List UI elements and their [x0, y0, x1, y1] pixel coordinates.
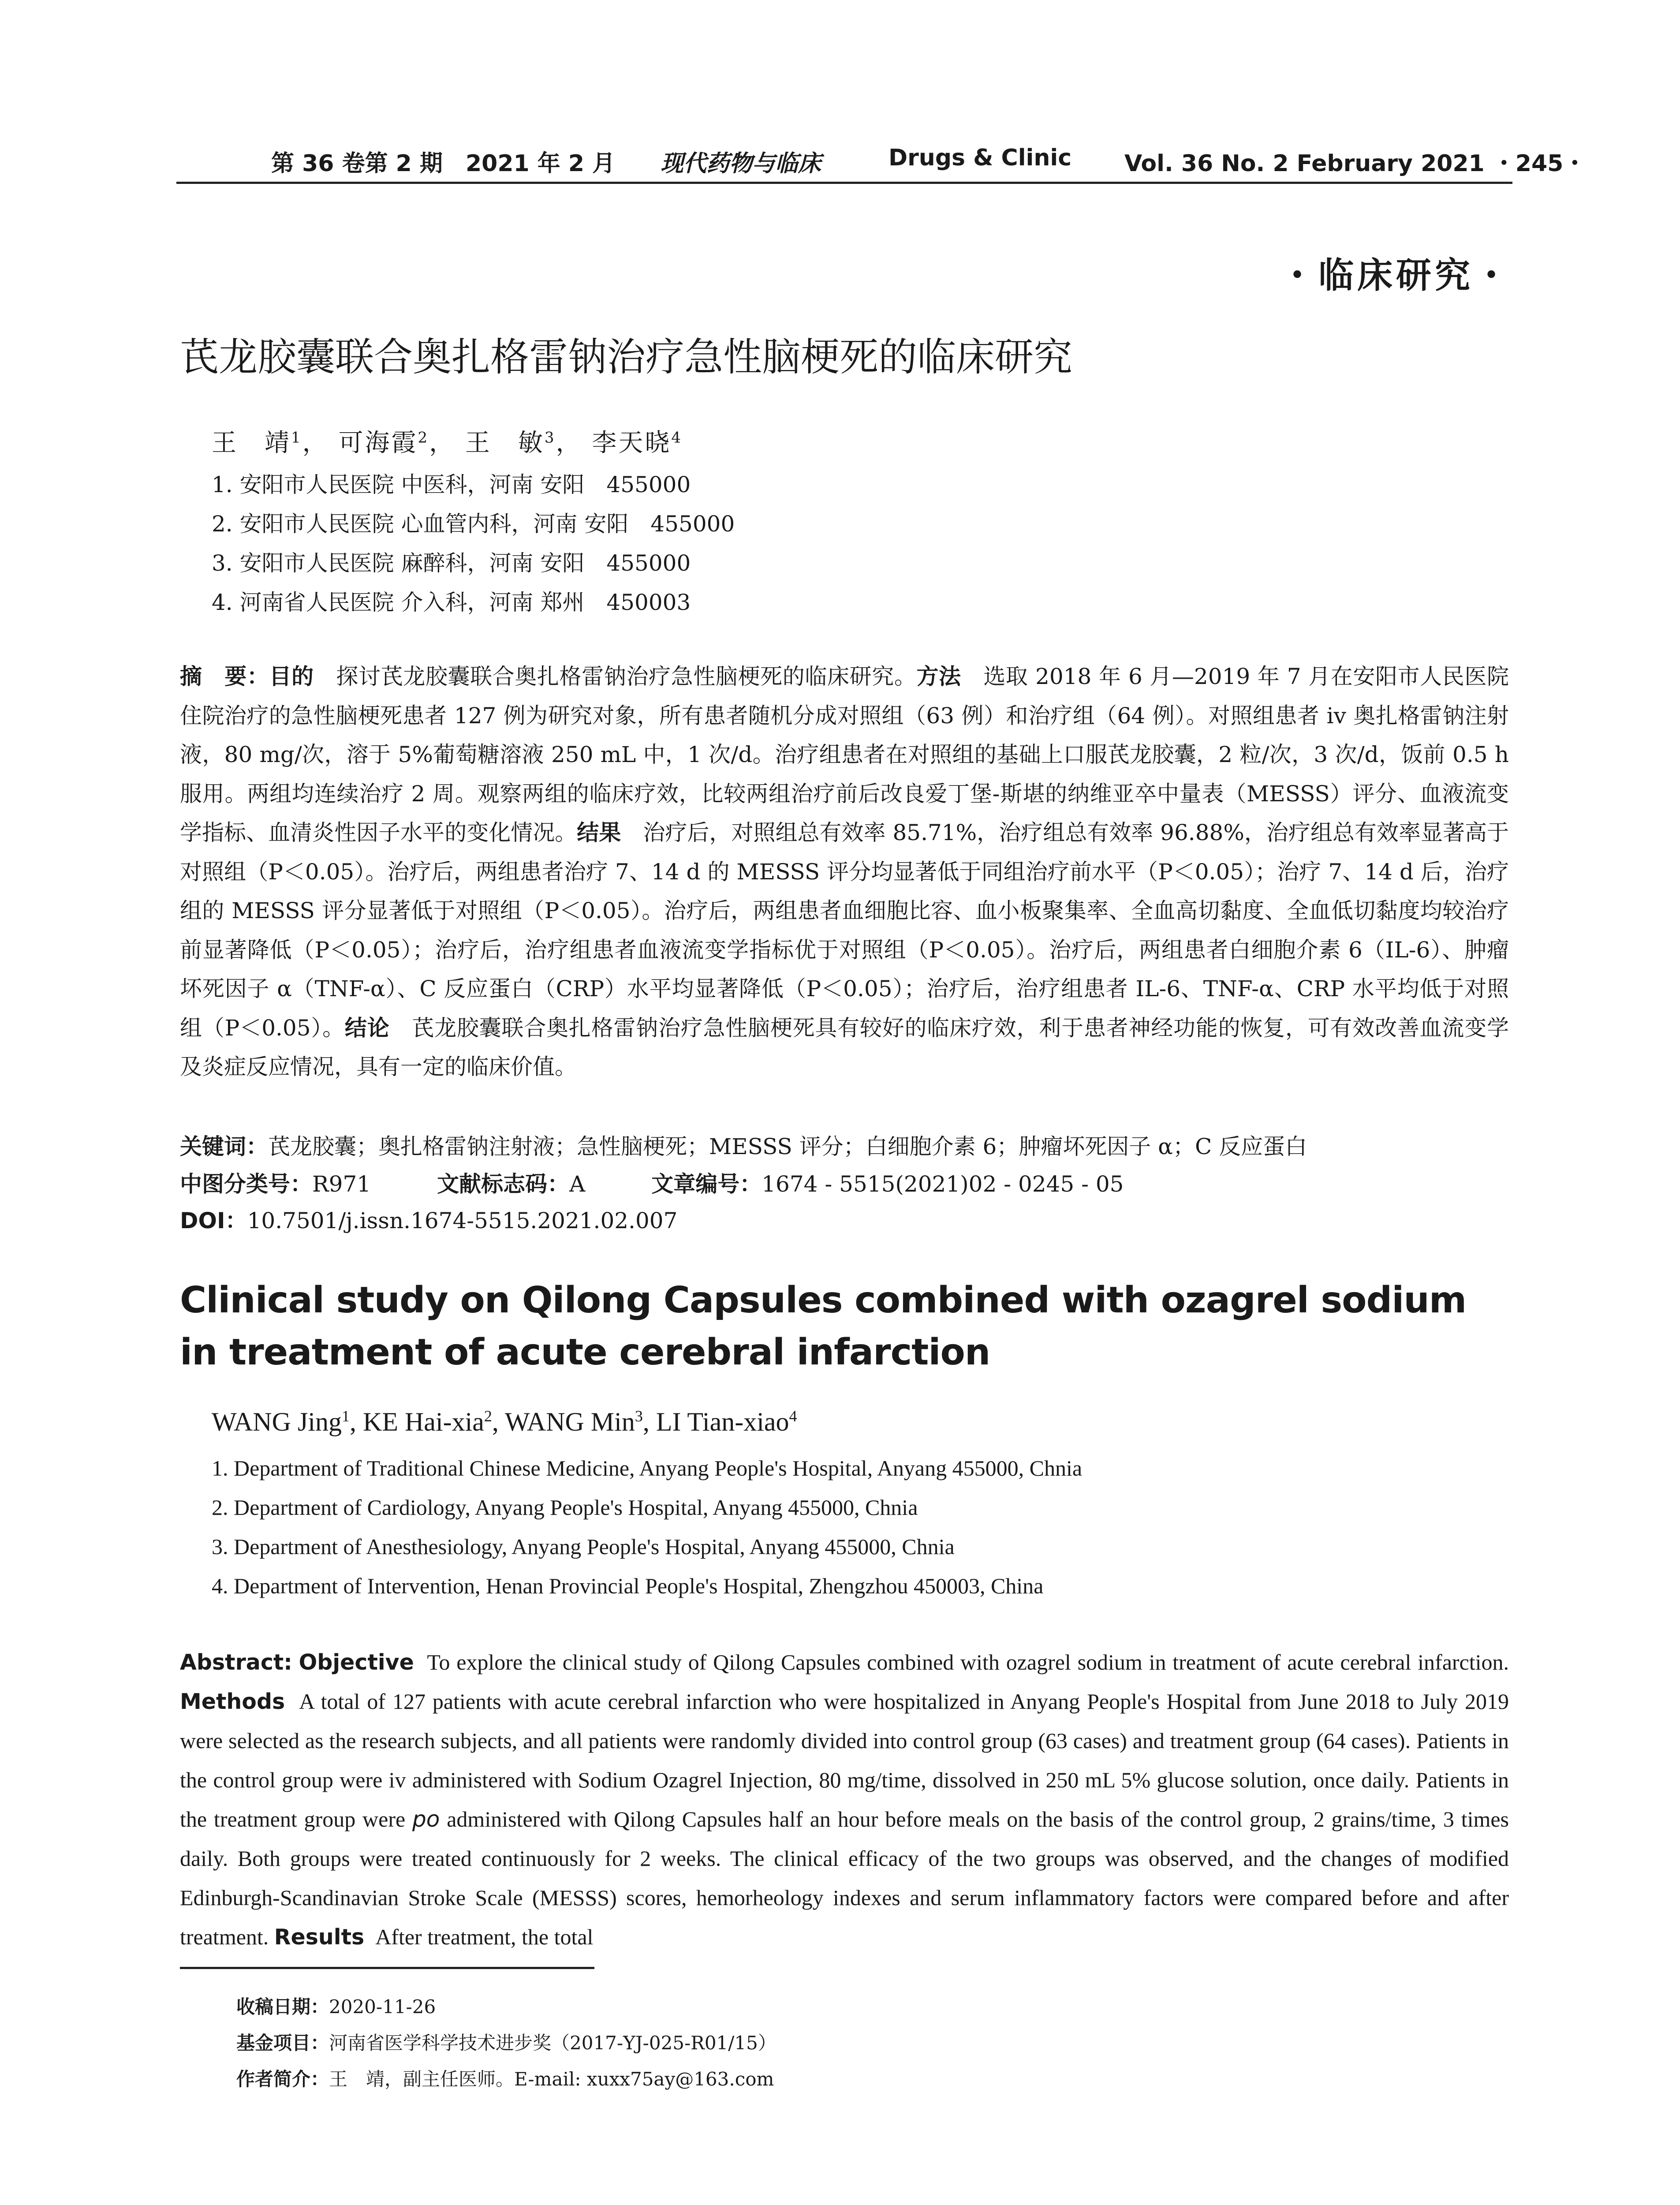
- issue-en: Vol. 36 No. 2 February 2021 ・245・: [1124, 150, 1587, 177]
- running-header: [176, 138, 1587, 184]
- cn-keywords: [180, 1129, 1307, 1161]
- en-author-aff: 1: [342, 1407, 350, 1425]
- cn-affiliation: 3. 安阳市人民医院 麻醉科，河南 安阳 455000: [212, 550, 691, 576]
- doc-code-label: 文献标志码：: [437, 1171, 570, 1197]
- cn-methods-label: 方法: [916, 664, 961, 689]
- en-affiliation: 4. Department of Intervention, Henan Provincial People's Hospital, Zhengzhou 450003, China: [212, 1573, 1044, 1598]
- received-date: 2020-11-26: [329, 1996, 436, 2018]
- en-author: WANG Jing: [212, 1407, 342, 1436]
- en-author: KE Hai-xia: [363, 1407, 484, 1436]
- cn-author: 可海霞: [338, 429, 418, 457]
- doi-value: 10.7501/j.issn.1674-5515.2021.02.007: [247, 1208, 678, 1233]
- cn-affiliation: 4. 河南省人民医院 介入科，河南 郑州 450003: [212, 590, 691, 615]
- fund-label: 基金项目：: [236, 2032, 329, 2054]
- footnote-author: [236, 2061, 777, 2097]
- cn-affiliation: 2. 安阳市人民医院 心血管内科，河南 安阳 455000: [212, 511, 735, 537]
- en-affiliation: 1. Department of Traditional Chinese Medicine, Anyang People's Hospital, Anyang 455000, Chnia: [212, 1456, 1083, 1480]
- fund-value: 河南省医学科学技术进步奖（2017-YJ-025-R01/15）: [329, 2032, 777, 2054]
- en-author-aff: 4: [789, 1407, 797, 1425]
- en-objective: To explore the clinical study of Qilong Capsules combined with ozagrel sodium in treatment of acute cerebral infarction.: [427, 1650, 1509, 1674]
- cn-author: 王 靖: [212, 429, 291, 457]
- author-intro-value: 王 靖，副主任医师。E-mail: xuxx75ay@163.com: [329, 2068, 774, 2090]
- cn-doi: [180, 1203, 677, 1235]
- author-intro-label: 作者简介：: [236, 2068, 329, 2090]
- cn-author: 王 敏: [465, 429, 545, 457]
- cn-author-aff: 3: [544, 429, 556, 447]
- cn-objective-label: 目的: [269, 664, 314, 689]
- cn-author: 李天晓: [592, 429, 672, 457]
- en-author: LI Tian-xiao: [656, 1407, 789, 1436]
- en-methods: A total of 127 patients with acute cerebral infarction who were hospitalized in Anyang People's Hospital from June 2018 to July 2019 were selected as the research subjects, and all patients were randomly divided into control group (63 cases) and treatment group (64 cases). Patients in the control group were iv administered with Sodium Ozagrel Injection, 80 mg/time, dissolved in 250 mL 5% glucose solution, once daily. Patients in the treatment group were: [180, 1689, 1509, 1831]
- en-methods-po: po: [412, 1806, 440, 1832]
- footnotes: [236, 1989, 777, 2097]
- clc-value: R971: [312, 1171, 371, 1197]
- journal-name-cn: 现代药物与临床: [661, 150, 821, 177]
- en-affiliations: [212, 1449, 1082, 1606]
- cn-conclusion: 芪龙胶囊联合奥扎格雷钠治疗急性脑梗死具有较好的临床疗效，利于患者神经功能的恢复，可有效改善血流变学及炎症反应情况，具有一定的临床价值。: [180, 1015, 1509, 1080]
- doi-label: DOI：: [180, 1208, 247, 1233]
- article-no-label: 文章编号：: [651, 1171, 762, 1197]
- cn-results-label: 结果: [577, 820, 621, 845]
- en-results: After treatment, the total: [375, 1925, 594, 1949]
- footnote-fund: [236, 2025, 777, 2061]
- cn-authors: 王 靖$^1$， 可海霞$^2$， 王 敏$^3$， 李天晓$^4$: [212, 429, 683, 457]
- cn-affiliations: [212, 465, 735, 622]
- en-affiliation: 3. Department of Anesthesiology, Anyang People's Hospital, Anyang 455000, Chnia: [212, 1534, 955, 1559]
- article-no-value: 1674 - 5515(2021)02 - 0245 - 05: [762, 1171, 1124, 1197]
- cn-abstract-label: 摘 要：: [180, 664, 269, 689]
- footnote-received: [236, 1989, 777, 2025]
- en-results-label: Results: [274, 1925, 365, 1950]
- cn-objective: 探讨芪龙胶囊联合奥扎格雷钠治疗急性脑梗死的临床研究。: [336, 664, 917, 689]
- cn-results: 治疗后，对照组总有效率 85.71%，治疗组总有效率 96.88%，治疗组总有效率显著高于对照组（P＜0.05）。治疗后，两组患者治疗 7、14 d 的 MESSS 评分均显著低于同组治疗前水平（P＜0.05）；治疗 7、14 d 后，治疗组的 MESSS 评分显著低于对照组（P＜0.05）。治疗后，两组患者血细胞比容、血小板聚集率、全血高切黏度、全血低切黏度均较治疗前显著降低（P＜0.05）；治疗后，治疗组患者血液流变学指标优于对照组（P＜0.05）。治疗后，两组患者白细胞介素 6（IL-6）、肿瘤坏死因子 α（TNF-α）、C 反应蛋白（CRP）水平均显著降低（P＜0.05）；治疗后，治疗组患者 IL-6、TNF-α、CRP 水平均低于对照组（P＜0.05）。: [180, 820, 1509, 1041]
- en-author-aff: 2: [484, 1407, 492, 1425]
- issue-cn: 第 36 卷第 2 期 2021 年 2 月: [271, 150, 616, 177]
- section-label: ・临床研究・: [1280, 254, 1512, 296]
- cn-conclusion-label: 结论: [344, 1015, 390, 1041]
- en-affiliation: 2. Department of Cardiology, Anyang People's Hospital, Anyang 455000, Chnia: [212, 1495, 918, 1520]
- clc-label: 中图分类号：: [180, 1171, 312, 1197]
- doc-code-value: A: [569, 1171, 586, 1197]
- en-methods-cont: administered with Qilong Capsules half an hour before meals on the basis of the control group, 2 grains/time, 3 times daily. Both groups were treated continuously for 2 weeks. The clinical efficacy of the two groups was observed, and the changes of modified Edinburgh-Scandinavian Stroke Scale (MESSS) scores, hemorheology indexes and serum inflammatory factors were compared before and after treatment.: [180, 1807, 1509, 1949]
- footnote-rule: [180, 1967, 594, 1969]
- received-label: 收稿日期：: [236, 1996, 329, 2018]
- en-objective-label: Objective: [299, 1650, 414, 1675]
- cn-keywords-text: 芪龙胶囊；奥扎格雷钠注射液；急性脑梗死；MESSS 评分；白细胞介素 6；肿瘤坏死因子 α；C 反应蛋白: [268, 1134, 1307, 1159]
- cn-methods: 选取 2018 年 6 月—2019 年 7 月在安阳市人民医院住院治疗的急性脑梗死患者 127 例为研究对象，所有患者随机分成对照组（63 例）和治疗组（64 例）。对照组患者 iv 奥扎格雷钠注射液，80 mg/次，溶于 5%葡萄糖溶液 250 mL 中，1 次/d。治疗组患者在对照组的基础上口服芪龙胶囊，2 粒/次，3 次/d，饭前 0.5 h 服用。两组均连续治疗 2 周。观察两组的临床疗效，比较两组治疗前后改良爱丁堡-斯堪的纳维亚卒中量表（MESSS）评分、血液流变学指标、血清炎性因子水平的变化情况。: [180, 664, 1509, 845]
- en-abstract-label: Abstract:: [180, 1650, 292, 1675]
- en-author: WANG Min: [504, 1407, 635, 1436]
- cn-classification: [180, 1166, 1124, 1198]
- cn-author-aff: 1: [291, 429, 302, 447]
- cn-author-aff: 4: [671, 429, 683, 447]
- cn-keywords-label: 关键词：: [180, 1134, 268, 1159]
- en-authors: WANG Jing$^1$, KE Hai-xia$^2$, WANG Min$^3$, LI Tian-xiao$^4$: [212, 1407, 797, 1436]
- en-methods-label: Methods: [180, 1689, 285, 1714]
- cn-affiliation: 1. 安阳市人民医院 中医科，河南 安阳 455000: [212, 472, 691, 497]
- cn-abstract: [180, 657, 1509, 1087]
- journal-name-en: Drugs & Clinic: [889, 145, 1072, 171]
- en-abstract: [180, 1643, 1509, 1957]
- cn-author-aff: 2: [418, 429, 429, 447]
- en-title: Clinical study on Qilong Capsules combined with ozagrel sodium in treatment of acute cerebral infarction: [180, 1279, 1467, 1373]
- cn-title: 芪龙胶囊联合奥扎格雷钠治疗急性脑梗死的临床研究: [180, 334, 1073, 380]
- en-author-aff: 3: [635, 1407, 643, 1425]
